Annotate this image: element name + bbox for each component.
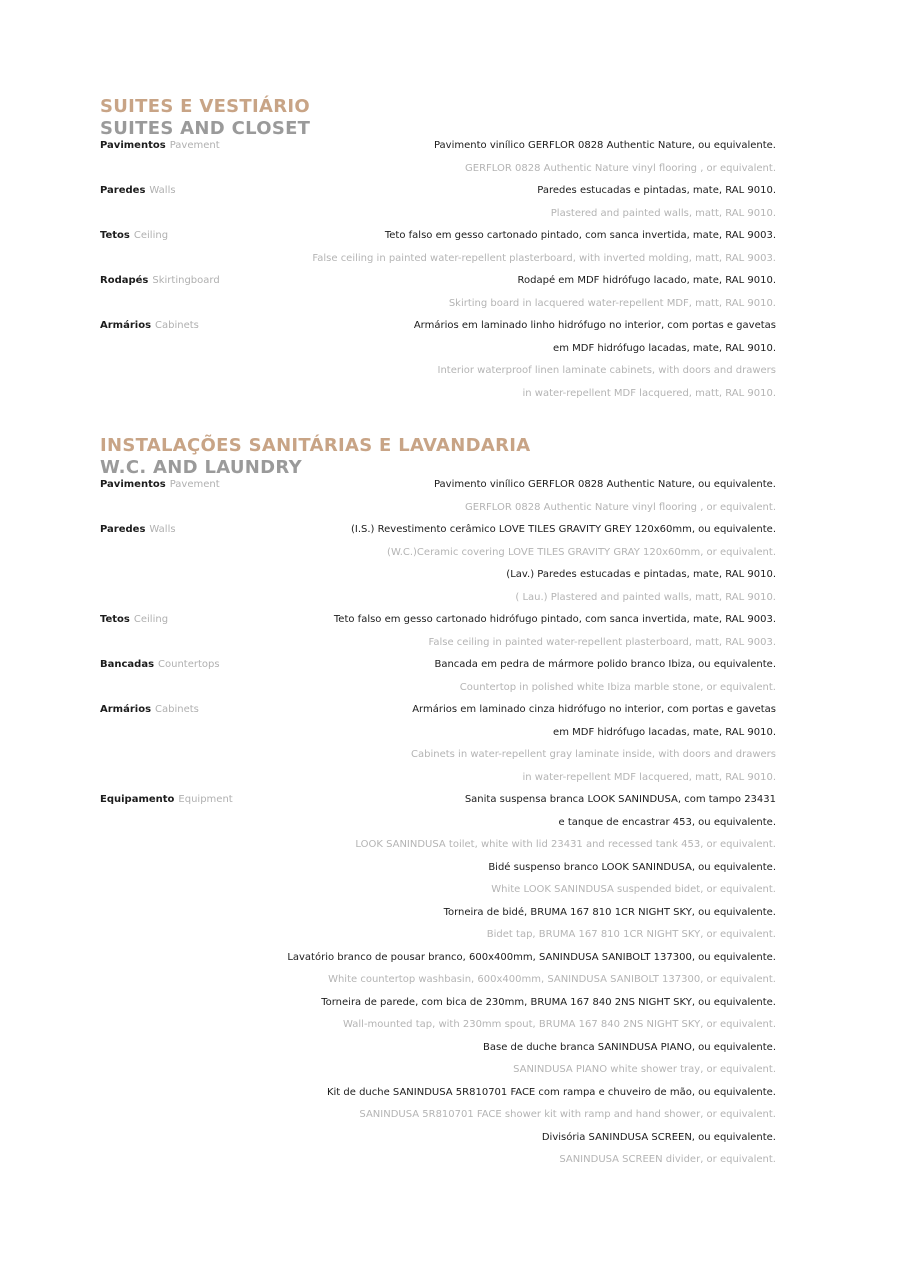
spec-row: [100, 789, 776, 812]
spec-row: [100, 924, 776, 947]
spec-text-pt: (Lav.) Paredes estucadas e pintadas, mate, RAL 9010.: [506, 569, 776, 580]
spec-text-pt: Divisória SANINDUSA SCREEN, ou equivalente.: [541, 1131, 776, 1143]
spec-label-pt: Bancadas: [100, 659, 155, 670]
spec-row: [100, 992, 776, 1015]
section-wc-laundry: [100, 435, 776, 1172]
spec-text-en: Plastered and painted walls, matt, RAL 9010.: [550, 207, 776, 219]
spec-row: [100, 744, 776, 767]
spec-text-en: Bidet tap, BRUMA 167 810 1CR NIGHT SKY, or equivalent.: [486, 929, 776, 940]
spec-text-pt: Sanita suspensa branca LOOK SANINDUSA, com tampo 23431: [464, 794, 776, 805]
spec-row: [100, 338, 776, 361]
spec-label: [100, 225, 168, 248]
spec-label-pt: Paredes: [100, 185, 146, 196]
spec-text-pt: Teto falso em gesso cartonado hidrófugo pintado, com sanca invertida, mate, RAL 9003.: [333, 614, 776, 625]
spec-label-en: Countertops: [158, 659, 220, 670]
spec-row: [100, 293, 776, 316]
section-title-en: W.C. AND LAUNDRY: [100, 457, 302, 478]
spec-label-pt: Pavimentos: [100, 479, 166, 490]
spec-text-en: SANINDUSA PIANO white shower tray, or equivalent.: [513, 1064, 776, 1075]
spec-text-en: Skirting board in lacquered water-repellent MDF, matt, RAL 9010.: [448, 297, 776, 309]
spec-text-en: ( Lau.) Plastered and painted walls, matt, RAL 9010.: [515, 591, 776, 603]
spec-label-en: Skirtingboard: [152, 275, 220, 286]
spec-label: [100, 135, 220, 158]
spec-row: [100, 270, 776, 293]
spec-row: [100, 609, 776, 632]
spec-text-en: White countertop washbasin, 600x400mm, SANINDUSA SANIBOLT 137300, or equivalent.: [328, 974, 776, 985]
spec-label-en: Pavement: [169, 479, 220, 490]
spec-row: [100, 225, 776, 248]
spec-row: [100, 1149, 776, 1172]
spec-row: [100, 315, 776, 338]
spec-row: [100, 180, 776, 203]
spec-row: [100, 474, 776, 497]
spec-label: [100, 474, 220, 497]
spec-label-en: Walls: [149, 185, 176, 196]
spec-row: [100, 1037, 776, 1060]
spec-text-pt: Pavimento vinílico GERFLOR 0828 Authentic Nature, ou equivalente.: [433, 140, 776, 151]
spec-label-pt: Armários: [100, 704, 152, 715]
spec-text-pt: Armários em laminado cinza hidrófugo no interior, com portas e gavetas: [412, 704, 776, 715]
spec-text-en: Interior waterproof linen laminate cabinets, with doors and drawers: [437, 365, 776, 376]
spec-text-pt: e tanque de encastrar 453, ou equivalente.: [558, 816, 776, 828]
spec-text-pt: Torneira de bidé, BRUMA 167 810 1CR NIGHT SKY, ou equivalente.: [443, 906, 776, 918]
spec-row: [100, 1059, 776, 1082]
spec-row: [100, 383, 776, 406]
spec-text-en: False ceiling in painted water-repellent plasterboard, with inverted molding, matt, RAL 9003.: [312, 252, 776, 264]
spec-row: [100, 879, 776, 902]
spec-label-pt: Armários: [100, 320, 152, 331]
spec-label-en: Ceiling: [133, 614, 169, 625]
spec-text-pt: (I.S.) Revestimento cerâmico LOVE TILES GRAVITY GREY 120x60mm, ou equivalente.: [350, 524, 776, 535]
spec-label-en: Ceiling: [133, 230, 169, 241]
spec-row: [100, 812, 776, 835]
spec-row: [100, 632, 776, 655]
spec-row: [100, 1082, 776, 1105]
spec-label: [100, 270, 220, 293]
spec-text-pt: Torneira de parede, com bica de 230mm, BRUMA 167 840 2NS NIGHT SKY, ou equivalente.: [321, 996, 776, 1008]
spec-row: [100, 360, 776, 383]
spec-row: [100, 1127, 776, 1150]
spec-row: [100, 519, 776, 542]
spec-row: [100, 248, 776, 271]
spec-label: [100, 789, 233, 812]
spec-row: [100, 654, 776, 677]
spec-label-en: Cabinets: [155, 320, 199, 331]
spec-row: [100, 1014, 776, 1037]
spec-list: [100, 474, 776, 1172]
section-title-pt: INSTALAÇÕES SANITÁRIAS E LAVANDARIA: [100, 435, 531, 456]
spec-row: [100, 135, 776, 158]
spec-row: [100, 587, 776, 610]
spec-row: [100, 497, 776, 520]
spec-row: [100, 902, 776, 925]
spec-row: [100, 947, 776, 970]
spec-list: [100, 135, 776, 405]
spec-row: [100, 834, 776, 857]
spec-text-pt: Pavimento vinílico GERFLOR 0828 Authentic Nature, ou equivalente.: [433, 479, 776, 490]
spec-text-en: Countertop in polished white Ibiza marble stone, or equivalent.: [459, 681, 776, 693]
spec-label: [100, 654, 220, 677]
spec-text-pt: Bidé suspenso branco LOOK SANINDUSA, ou equivalente.: [488, 861, 776, 873]
spec-label-pt: Rodapés: [100, 275, 149, 286]
section-title-en: SUITES AND CLOSET: [100, 118, 311, 139]
spec-row: [100, 158, 776, 181]
spec-label-en: Pavement: [169, 140, 220, 151]
spec-text-en: Wall-mounted tap, with 230mm spout, BRUMA 167 840 2NS NIGHT SKY, or equivalent.: [343, 1019, 776, 1030]
spec-label: [100, 180, 176, 203]
spec-text-en: Cabinets in water-repellent gray laminate inside, with doors and drawers: [411, 749, 776, 760]
spec-text-en: SANINDUSA 5R810701 FACE shower kit with ramp and hand shower, or equivalent.: [359, 1109, 776, 1120]
spec-row: [100, 857, 776, 880]
spec-text-en: False ceiling in painted water-repellent plasterboard, matt, RAL 9003.: [428, 636, 776, 648]
spec-row: [100, 203, 776, 226]
spec-label-en: Equipment: [178, 794, 233, 805]
spec-row: [100, 722, 776, 745]
spec-label: [100, 315, 199, 338]
spec-row: [100, 542, 776, 565]
spec-text-en: in water-repellent MDF lacquered, matt, RAL 9010.: [522, 771, 776, 783]
spec-label-pt: Tetos: [100, 614, 130, 625]
spec-label-en: Cabinets: [155, 704, 199, 715]
spec-text-en: in water-repellent MDF lacquered, matt, RAL 9010.: [522, 387, 776, 399]
spec-text-pt: Rodapé em MDF hidrófugo lacado, mate, RAL 9010.: [517, 275, 776, 286]
spec-row: [100, 564, 776, 587]
spec-text-pt: Paredes estucadas e pintadas, mate, RAL 9010.: [537, 185, 776, 196]
spec-text-en: SANINDUSA SCREEN divider, or equivalent.: [559, 1154, 776, 1165]
spec-row: [100, 677, 776, 700]
spec-label: [100, 699, 199, 722]
spec-text-pt: Kit de duche SANINDUSA 5R810701 FACE com rampa e chuveiro de mão, ou equivalente.: [326, 1086, 776, 1098]
spec-row: [100, 699, 776, 722]
spec-text-en: White LOOK SANINDUSA suspended bidet, or equivalent.: [491, 884, 776, 895]
section-title-pt: SUITES E VESTIÁRIO: [100, 96, 311, 117]
spec-text-pt: Lavatório branco de pousar branco, 600x400mm, SANINDUSA SANIBOLT 137300, ou equivalente.: [287, 951, 776, 963]
spec-text-en: GERFLOR 0828 Authentic Nature vinyl flooring , or equivalent.: [465, 501, 776, 513]
section-suites: [100, 96, 776, 405]
spec-label-pt: Tetos: [100, 230, 130, 241]
spec-label-pt: Paredes: [100, 524, 146, 535]
spec-row: [100, 969, 776, 992]
spec-text-pt: Armários em laminado linho hidrófugo no interior, com portas e gavetas: [413, 320, 776, 331]
spec-row: [100, 1104, 776, 1127]
spec-text-en: GERFLOR 0828 Authentic Nature vinyl flooring , or equivalent.: [465, 162, 776, 174]
spec-text-en: LOOK SANINDUSA toilet, white with lid 23431 and recessed tank 453, or equivalent.: [355, 839, 776, 850]
spec-text-pt: Bancada em pedra de mármore polido branco Ibiza, ou equivalente.: [434, 659, 776, 670]
spec-row: [100, 767, 776, 790]
spec-label-pt: Pavimentos: [100, 140, 166, 151]
spec-label: [100, 519, 176, 542]
spec-text-pt: em MDF hidrófugo lacadas, mate, RAL 9010.: [553, 342, 776, 354]
spec-label-pt: Equipamento: [100, 794, 175, 805]
spec-text-pt: Base de duche branca SANINDUSA PIANO, ou equivalente.: [483, 1041, 776, 1053]
spec-text-pt: em MDF hidrófugo lacadas, mate, RAL 9010.: [553, 726, 776, 738]
spec-text-pt: Teto falso em gesso cartonado pintado, com sanca invertida, mate, RAL 9003.: [384, 230, 776, 241]
spec-label-en: Walls: [149, 524, 176, 535]
spec-label: [100, 609, 168, 632]
spec-text-en: (W.C.)Ceramic covering LOVE TILES GRAVITY GRAY 120x60mm, or equivalent.: [387, 546, 776, 558]
